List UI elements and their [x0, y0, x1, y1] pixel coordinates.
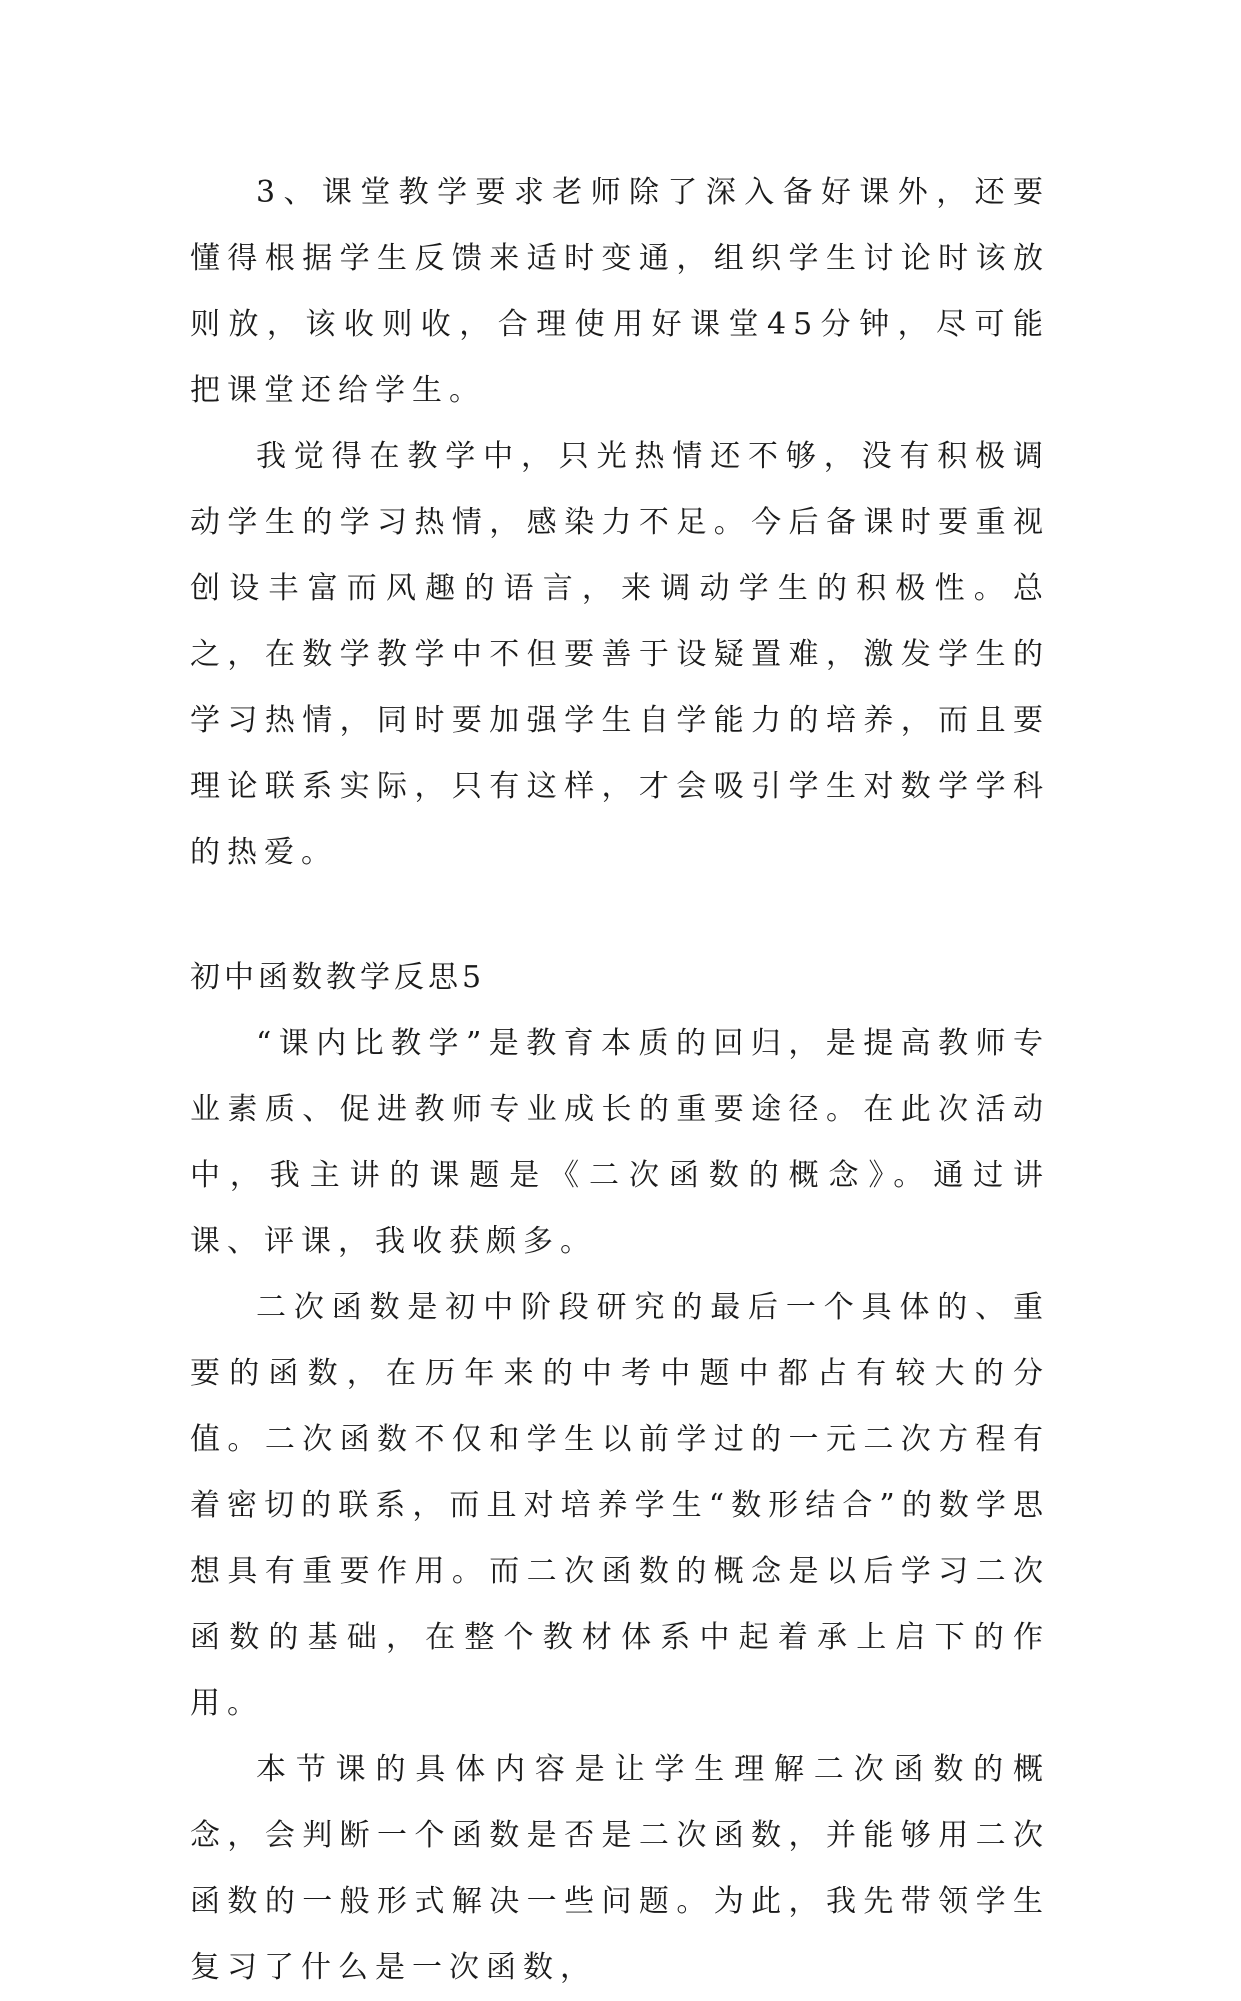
paragraph-lesson-content: 本节课的具体内容是让学生理解二次函数的概念，会判断一个函数是否是二次函数，并能够用二次函数的一般形式解决一些问题。为此，我先带领学生复习了什么是一次函数，: [190, 1752, 1050, 1985]
paragraph-classroom-teaching: 3、课堂教学要求老师除了深入备好课外，还要懂得根据学生反馈来适时变通，组织学生讨论时该放则放，该收则收，合理使用好课堂45分钟，尽可能把课堂还给学生。: [190, 175, 1050, 408]
section-title: 初中函数教学反思5: [190, 960, 486, 995]
document-body: [190, 160, 1050, 2001]
paragraph-teaching-enthusiasm: 我觉得在教学中，只光热情还不够，没有积极调动学生的学习热情，感染力不足。今后备课时要重视创设丰富而风趣的语言，来调动学生的积极性。总之，在数学教学中不但要善于设疑置难，激发学生的学习热情，同时要加强学生自学能力的培养，而且要理论联系实际，只有这样，才会吸引学生对数学学科的热爱。: [190, 439, 1050, 870]
paragraph-lesson-competition: “课内比教学”是教育本质的回归，是提高教师专业素质、促进教师专业成长的重要途径。在此次活动中，我主讲的课题是《二次函数的概念》。通过讲课、评课，我收获颇多。: [190, 1026, 1050, 1259]
paragraph-quadratic-importance: 二次函数是初中阶段研究的最后一个具体的、重要的函数，在历年来的中考中题中都占有较大的分值。二次函数不仅和学生以前学过的一元二次方程有着密切的联系，而且对培养学生“数形结合”的数学思想具有重要作用。而二次函数的概念是以后学习二次函数的基础，在整个教材体系中起着承上启下的作用。: [190, 1290, 1050, 1721]
